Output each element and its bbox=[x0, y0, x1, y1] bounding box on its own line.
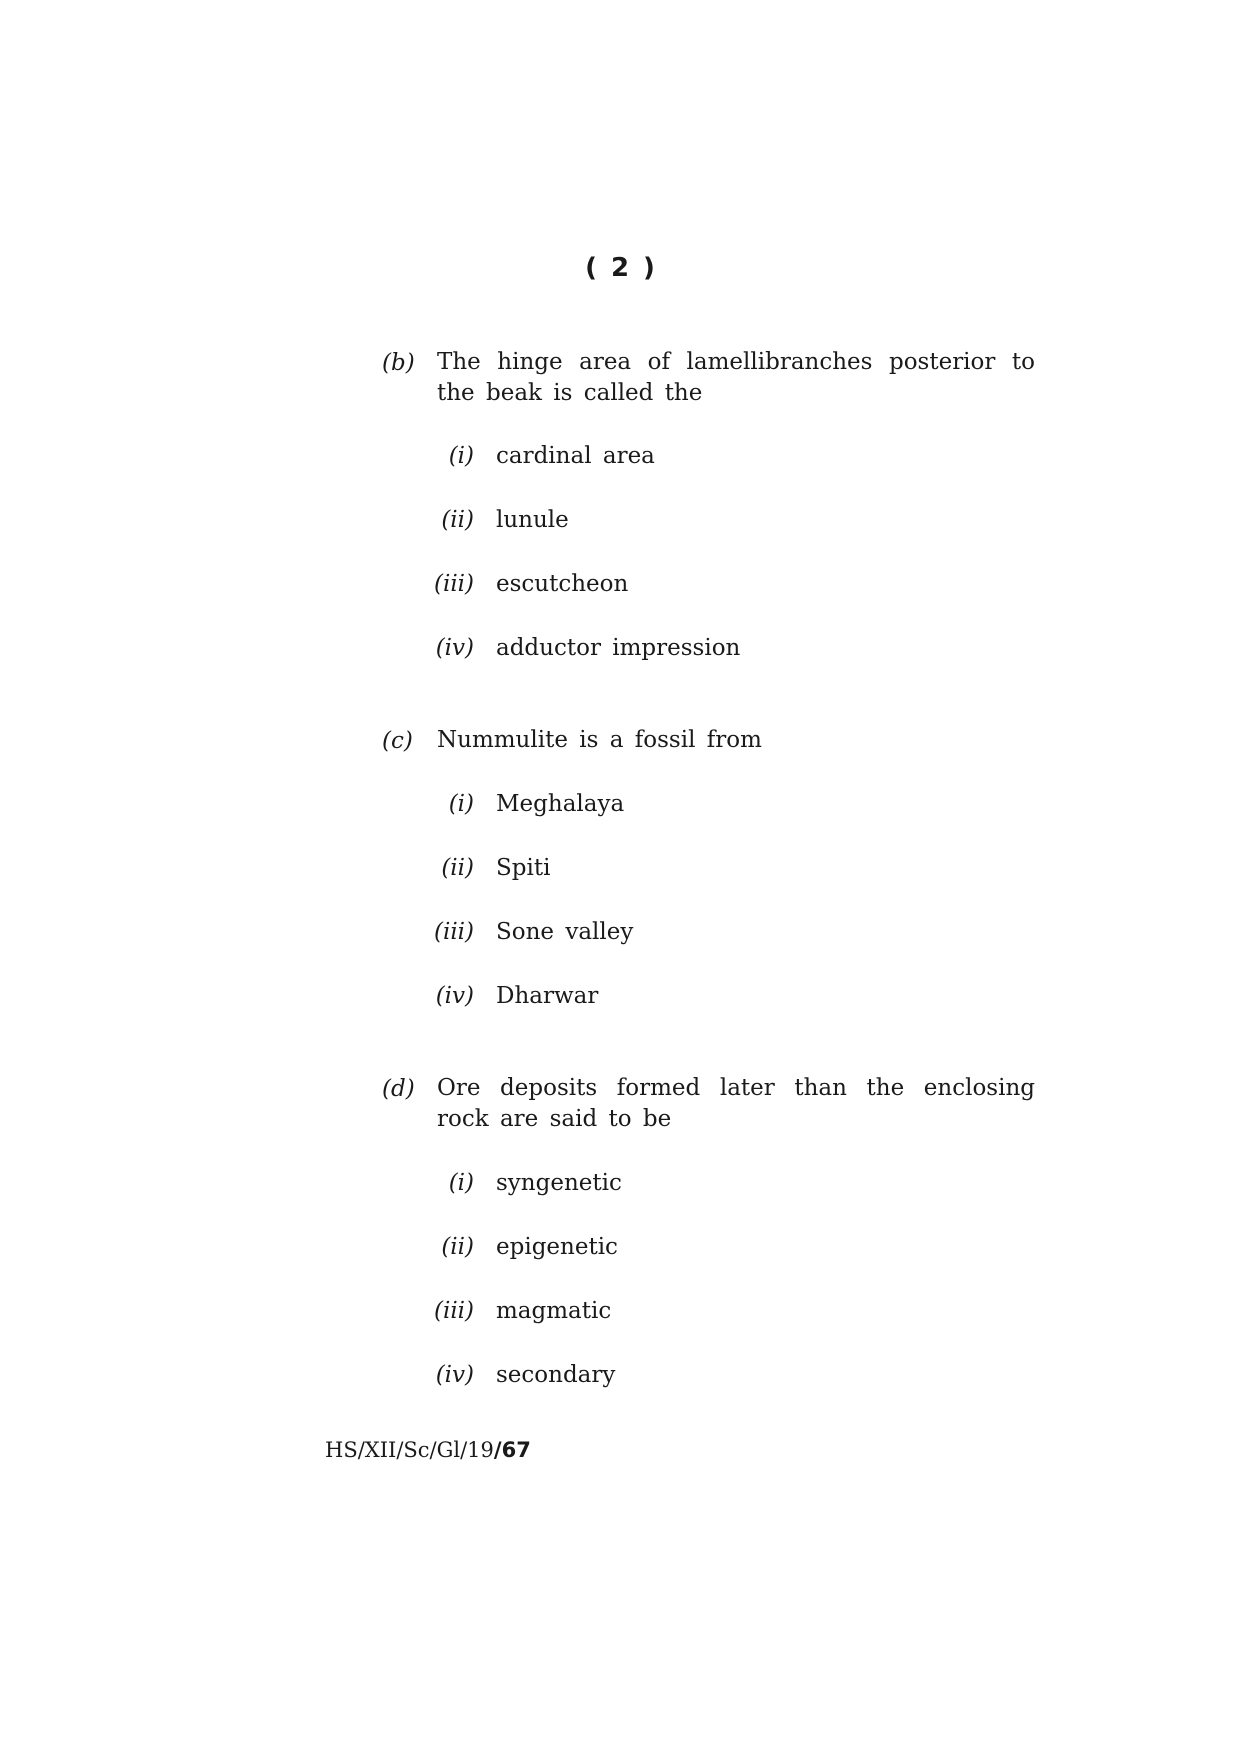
option-item bbox=[0, 1232, 1242, 1262]
page-number-close: ) bbox=[643, 253, 657, 283]
option-text: epigenetic bbox=[496, 1234, 618, 1260]
option-item bbox=[0, 633, 1242, 663]
option-item bbox=[0, 1168, 1242, 1198]
option-text: Dharwar bbox=[496, 983, 599, 1009]
option-text: syngenetic bbox=[496, 1170, 622, 1196]
option-item bbox=[0, 505, 1242, 535]
footer-count: /67 bbox=[493, 1438, 531, 1462]
option-label: (iv) bbox=[435, 983, 474, 1009]
option-label: (i) bbox=[448, 443, 474, 469]
option-label: (iii) bbox=[433, 1298, 474, 1324]
option-item bbox=[0, 981, 1242, 1011]
option-label: (i) bbox=[448, 791, 474, 817]
option-item bbox=[0, 917, 1242, 947]
option-text: escutcheon bbox=[496, 571, 629, 597]
option-text: Sone valley bbox=[496, 919, 634, 945]
option-text: Meghalaya bbox=[496, 791, 625, 817]
option-text: magmatic bbox=[496, 1298, 612, 1324]
option-item bbox=[0, 569, 1242, 599]
question-label: (d) bbox=[382, 1076, 415, 1102]
option-label: (iii) bbox=[433, 919, 474, 945]
option-item bbox=[0, 441, 1242, 471]
option-item bbox=[0, 1360, 1242, 1390]
question-label: (c) bbox=[382, 728, 413, 754]
option-label: (ii) bbox=[441, 1234, 474, 1260]
option-text: cardinal area bbox=[496, 443, 655, 469]
page-number-open: ( bbox=[585, 253, 599, 283]
page-number bbox=[0, 253, 1242, 283]
question-text: Nummulite is a fossil from bbox=[437, 727, 762, 753]
question-text: Ore deposits formed later than the enclosing rock are said to be bbox=[437, 1075, 1035, 1132]
option-label: (ii) bbox=[441, 855, 474, 881]
footer-code bbox=[325, 1437, 531, 1463]
option-label: (iii) bbox=[433, 571, 474, 597]
option-label: (iv) bbox=[435, 635, 474, 661]
option-label: (iv) bbox=[435, 1362, 474, 1388]
option-text: secondary bbox=[496, 1362, 616, 1388]
option-label: (i) bbox=[448, 1170, 474, 1196]
option-item bbox=[0, 853, 1242, 883]
option-label: (ii) bbox=[441, 507, 474, 533]
question-text: The hinge area of lamellibranches posterior to the beak is called the bbox=[437, 349, 1035, 406]
option-text: adductor impression bbox=[496, 635, 741, 661]
option-text: Spiti bbox=[496, 855, 551, 881]
option-item bbox=[0, 789, 1242, 819]
page-number-value: 2 bbox=[610, 253, 632, 283]
option-item bbox=[0, 1296, 1242, 1326]
option-text: lunule bbox=[496, 507, 569, 533]
question-label: (b) bbox=[382, 350, 415, 376]
footer-code-text: HS/XII/Sc/Gl/19 bbox=[325, 1438, 494, 1462]
